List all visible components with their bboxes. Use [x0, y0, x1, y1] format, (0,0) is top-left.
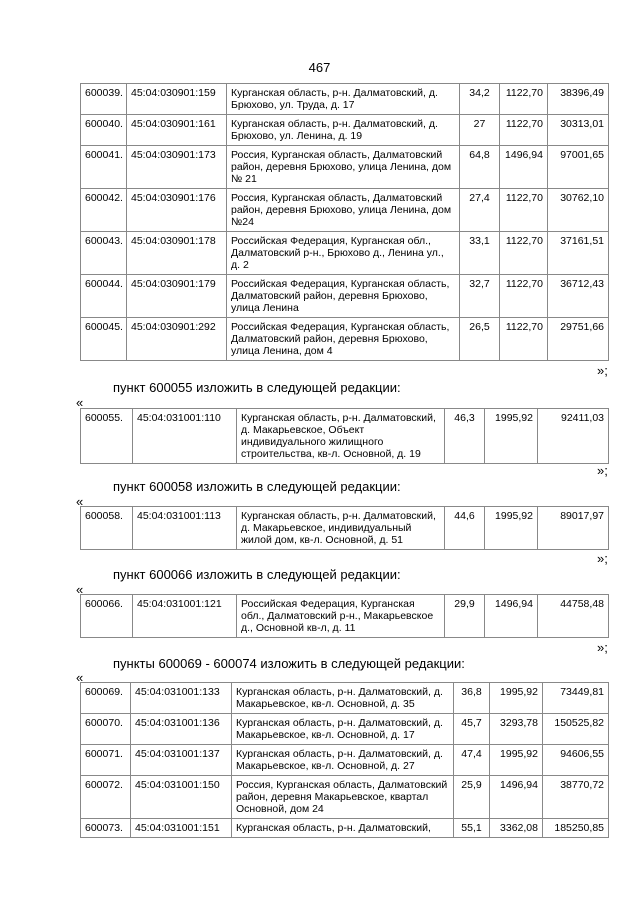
row-number-cell: 600073.: [81, 819, 131, 838]
cadastral-number-cell: 45:04:030901:173: [127, 146, 227, 189]
table-row: [81, 84, 609, 115]
table-row: [81, 683, 609, 714]
area-cell: 27,4: [460, 189, 500, 232]
table-3: [80, 506, 609, 550]
open-quote-3: «: [76, 582, 84, 597]
area-cell: 64,8: [460, 146, 500, 189]
table-row: [81, 146, 609, 189]
price-per-unit-cell: 1995,92: [490, 745, 543, 776]
area-cell: 26,5: [460, 318, 500, 361]
total-value-cell: 30762,10: [548, 189, 609, 232]
cadastral-number-cell: 45:04:031001:133: [131, 683, 232, 714]
table-2: [80, 408, 609, 464]
row-number-cell: 600055.: [81, 409, 133, 464]
price-per-unit-cell: 1122,70: [500, 84, 548, 115]
price-per-unit-cell: 1122,70: [500, 318, 548, 361]
row-number-cell: 600072.: [81, 776, 131, 819]
address-cell: Курганская область, р-н. Далматовский, д. Макарьевское, кв-л. Основной, д. 35: [232, 683, 454, 714]
total-value-cell: 185250,85: [543, 819, 609, 838]
price-per-unit-cell: 1496,94: [490, 776, 543, 819]
area-cell: 32,7: [460, 275, 500, 318]
price-per-unit-cell: 1496,94: [485, 595, 538, 638]
close-quote-1: »;: [597, 363, 608, 378]
cadastral-number-cell: 45:04:031001:113: [133, 507, 237, 550]
page-number: 467: [308, 60, 331, 75]
cadastral-number-cell: 45:04:030901:161: [127, 115, 227, 146]
price-per-unit-cell: 3362,08: [490, 819, 543, 838]
table-row: [81, 714, 609, 745]
row-number-cell: 600040.: [81, 115, 127, 146]
cadastral-number-cell: 45:04:030901:292: [127, 318, 227, 361]
price-per-unit-cell: 1122,70: [500, 115, 548, 146]
area-cell: 34,2: [460, 84, 500, 115]
cadastral-number-cell: 45:04:031001:136: [131, 714, 232, 745]
total-value-cell: 36712,43: [548, 275, 609, 318]
row-number-cell: 600070.: [81, 714, 131, 745]
total-value-cell: 38396,49: [548, 84, 609, 115]
table-row: [81, 318, 609, 361]
cadastral-number-cell: 45:04:030901:159: [127, 84, 227, 115]
row-number-cell: 600066.: [81, 595, 133, 638]
cadastral-number-cell: 45:04:031001:110: [133, 409, 237, 464]
price-per-unit-cell: 1122,70: [500, 189, 548, 232]
table-row: [81, 275, 609, 318]
price-per-unit-cell: 1995,92: [490, 683, 543, 714]
address-cell: Россия, Курганская область, Далматовский район, деревня Брюхово, улица Ленина, дом № 21: [227, 146, 460, 189]
cadastral-number-cell: 45:04:031001:150: [131, 776, 232, 819]
address-cell: Курганская область, р-н. Далматовский,: [232, 819, 454, 838]
total-value-cell: 89017,97: [538, 507, 609, 550]
area-cell: 25,9: [454, 776, 490, 819]
paragraph-600058: пункт 600058 изложить в следующей редакции:: [113, 479, 401, 494]
table-5: [80, 682, 609, 838]
address-cell: Курганская область, р-н. Далматовский, д. Макарьевское, Объект индивидуального жилищного строительства, кв-л. Основной, д. 19: [237, 409, 445, 464]
address-cell: Российская Федерация, Курганская область, Далматовский район, деревня Брюхово, улица Ленина: [227, 275, 460, 318]
cadastral-number-cell: 45:04:031001:151: [131, 819, 232, 838]
row-number-cell: 600043.: [81, 232, 127, 275]
address-cell: Российская Федерация, Курганская область, Далматовский район, деревня Брюхово, улица Ленина, дом 4: [227, 318, 460, 361]
close-quote-3: »;: [597, 551, 608, 566]
price-per-unit-cell: 1122,70: [500, 232, 548, 275]
table-row: [81, 189, 609, 232]
address-cell: Российская Федерация, Курганская обл., Далматовский р-н., Брюхово д., Ленина ул., д. 2: [227, 232, 460, 275]
table-row: [81, 745, 609, 776]
total-value-cell: 94606,55: [543, 745, 609, 776]
table-row: [81, 232, 609, 275]
address-cell: Курганская область, р-н. Далматовский, д. Макарьевское, индивидуальный жилой дом, кв-л. Основной, д. 51: [237, 507, 445, 550]
area-cell: 29,9: [445, 595, 485, 638]
address-cell: Россия, Курганская область, Далматовский район, деревня Макарьевское, квартал Основной, дом 24: [232, 776, 454, 819]
row-number-cell: 600071.: [81, 745, 131, 776]
area-cell: 33,1: [460, 232, 500, 275]
table-row: [81, 595, 609, 638]
paragraph-600055: пункт 600055 изложить в следующей редакции:: [113, 380, 401, 395]
row-number-cell: 600045.: [81, 318, 127, 361]
price-per-unit-cell: 1995,92: [485, 507, 538, 550]
total-value-cell: 29751,66: [548, 318, 609, 361]
price-per-unit-cell: 1995,92: [485, 409, 538, 464]
cadastral-number-cell: 45:04:030901:178: [127, 232, 227, 275]
open-quote-4: «: [76, 670, 84, 685]
address-cell: Россия, Курганская область, Далматовский район, деревня Брюхово, улица Ленина, дом №24: [227, 189, 460, 232]
row-number-cell: 600042.: [81, 189, 127, 232]
table-row: [81, 409, 609, 464]
cadastral-number-cell: 45:04:030901:176: [127, 189, 227, 232]
table-1: [80, 83, 609, 361]
price-per-unit-cell: 1122,70: [500, 275, 548, 318]
open-quote-2: «: [76, 494, 84, 509]
row-number-cell: 600044.: [81, 275, 127, 318]
area-cell: 36,8: [454, 683, 490, 714]
price-per-unit-cell: 3293,78: [490, 714, 543, 745]
total-value-cell: 73449,81: [543, 683, 609, 714]
total-value-cell: 150525,82: [543, 714, 609, 745]
row-number-cell: 600069.: [81, 683, 131, 714]
area-cell: 55,1: [454, 819, 490, 838]
address-cell: Российская Федерация, Курганская обл., Далматовский р-н., Макарьевское д., Основной кв-л, д. 11: [237, 595, 445, 638]
paragraph-600066: пункт 600066 изложить в следующей редакции:: [113, 567, 401, 582]
cadastral-number-cell: 45:04:030901:179: [127, 275, 227, 318]
row-number-cell: 600058.: [81, 507, 133, 550]
address-cell: Курганская область, р-н. Далматовский, д. Брюхово, ул. Труда, д. 17: [227, 84, 460, 115]
table-row: [81, 115, 609, 146]
price-per-unit-cell: 1496,94: [500, 146, 548, 189]
paragraph-600069-600074: пункты 600069 - 600074 изложить в следующей редакции:: [113, 656, 465, 671]
total-value-cell: 37161,51: [548, 232, 609, 275]
area-cell: 44,6: [445, 507, 485, 550]
close-quote-4: »;: [597, 640, 608, 655]
cadastral-number-cell: 45:04:031001:121: [133, 595, 237, 638]
total-value-cell: 44758,48: [538, 595, 609, 638]
address-cell: Курганская область, р-н. Далматовский, д. Макарьевское, кв-л. Основной, д. 17: [232, 714, 454, 745]
table-row: [81, 776, 609, 819]
area-cell: 47,4: [454, 745, 490, 776]
total-value-cell: 38770,72: [543, 776, 609, 819]
area-cell: 45,7: [454, 714, 490, 745]
address-cell: Курганская область, р-н. Далматовский, д. Макарьевское, кв-л. Основной, д. 27: [232, 745, 454, 776]
open-quote-1: «: [76, 395, 84, 410]
total-value-cell: 92411,03: [538, 409, 609, 464]
area-cell: 46,3: [445, 409, 485, 464]
table-row: [81, 507, 609, 550]
cadastral-number-cell: 45:04:031001:137: [131, 745, 232, 776]
total-value-cell: 30313,01: [548, 115, 609, 146]
row-number-cell: 600039.: [81, 84, 127, 115]
table-row: [81, 819, 609, 838]
area-cell: 27: [460, 115, 500, 146]
total-value-cell: 97001,65: [548, 146, 609, 189]
row-number-cell: 600041.: [81, 146, 127, 189]
address-cell: Курганская область, р-н. Далматовский, д. Брюхово, ул. Ленина, д. 19: [227, 115, 460, 146]
table-4: [80, 594, 609, 638]
close-quote-2: »;: [597, 463, 608, 478]
